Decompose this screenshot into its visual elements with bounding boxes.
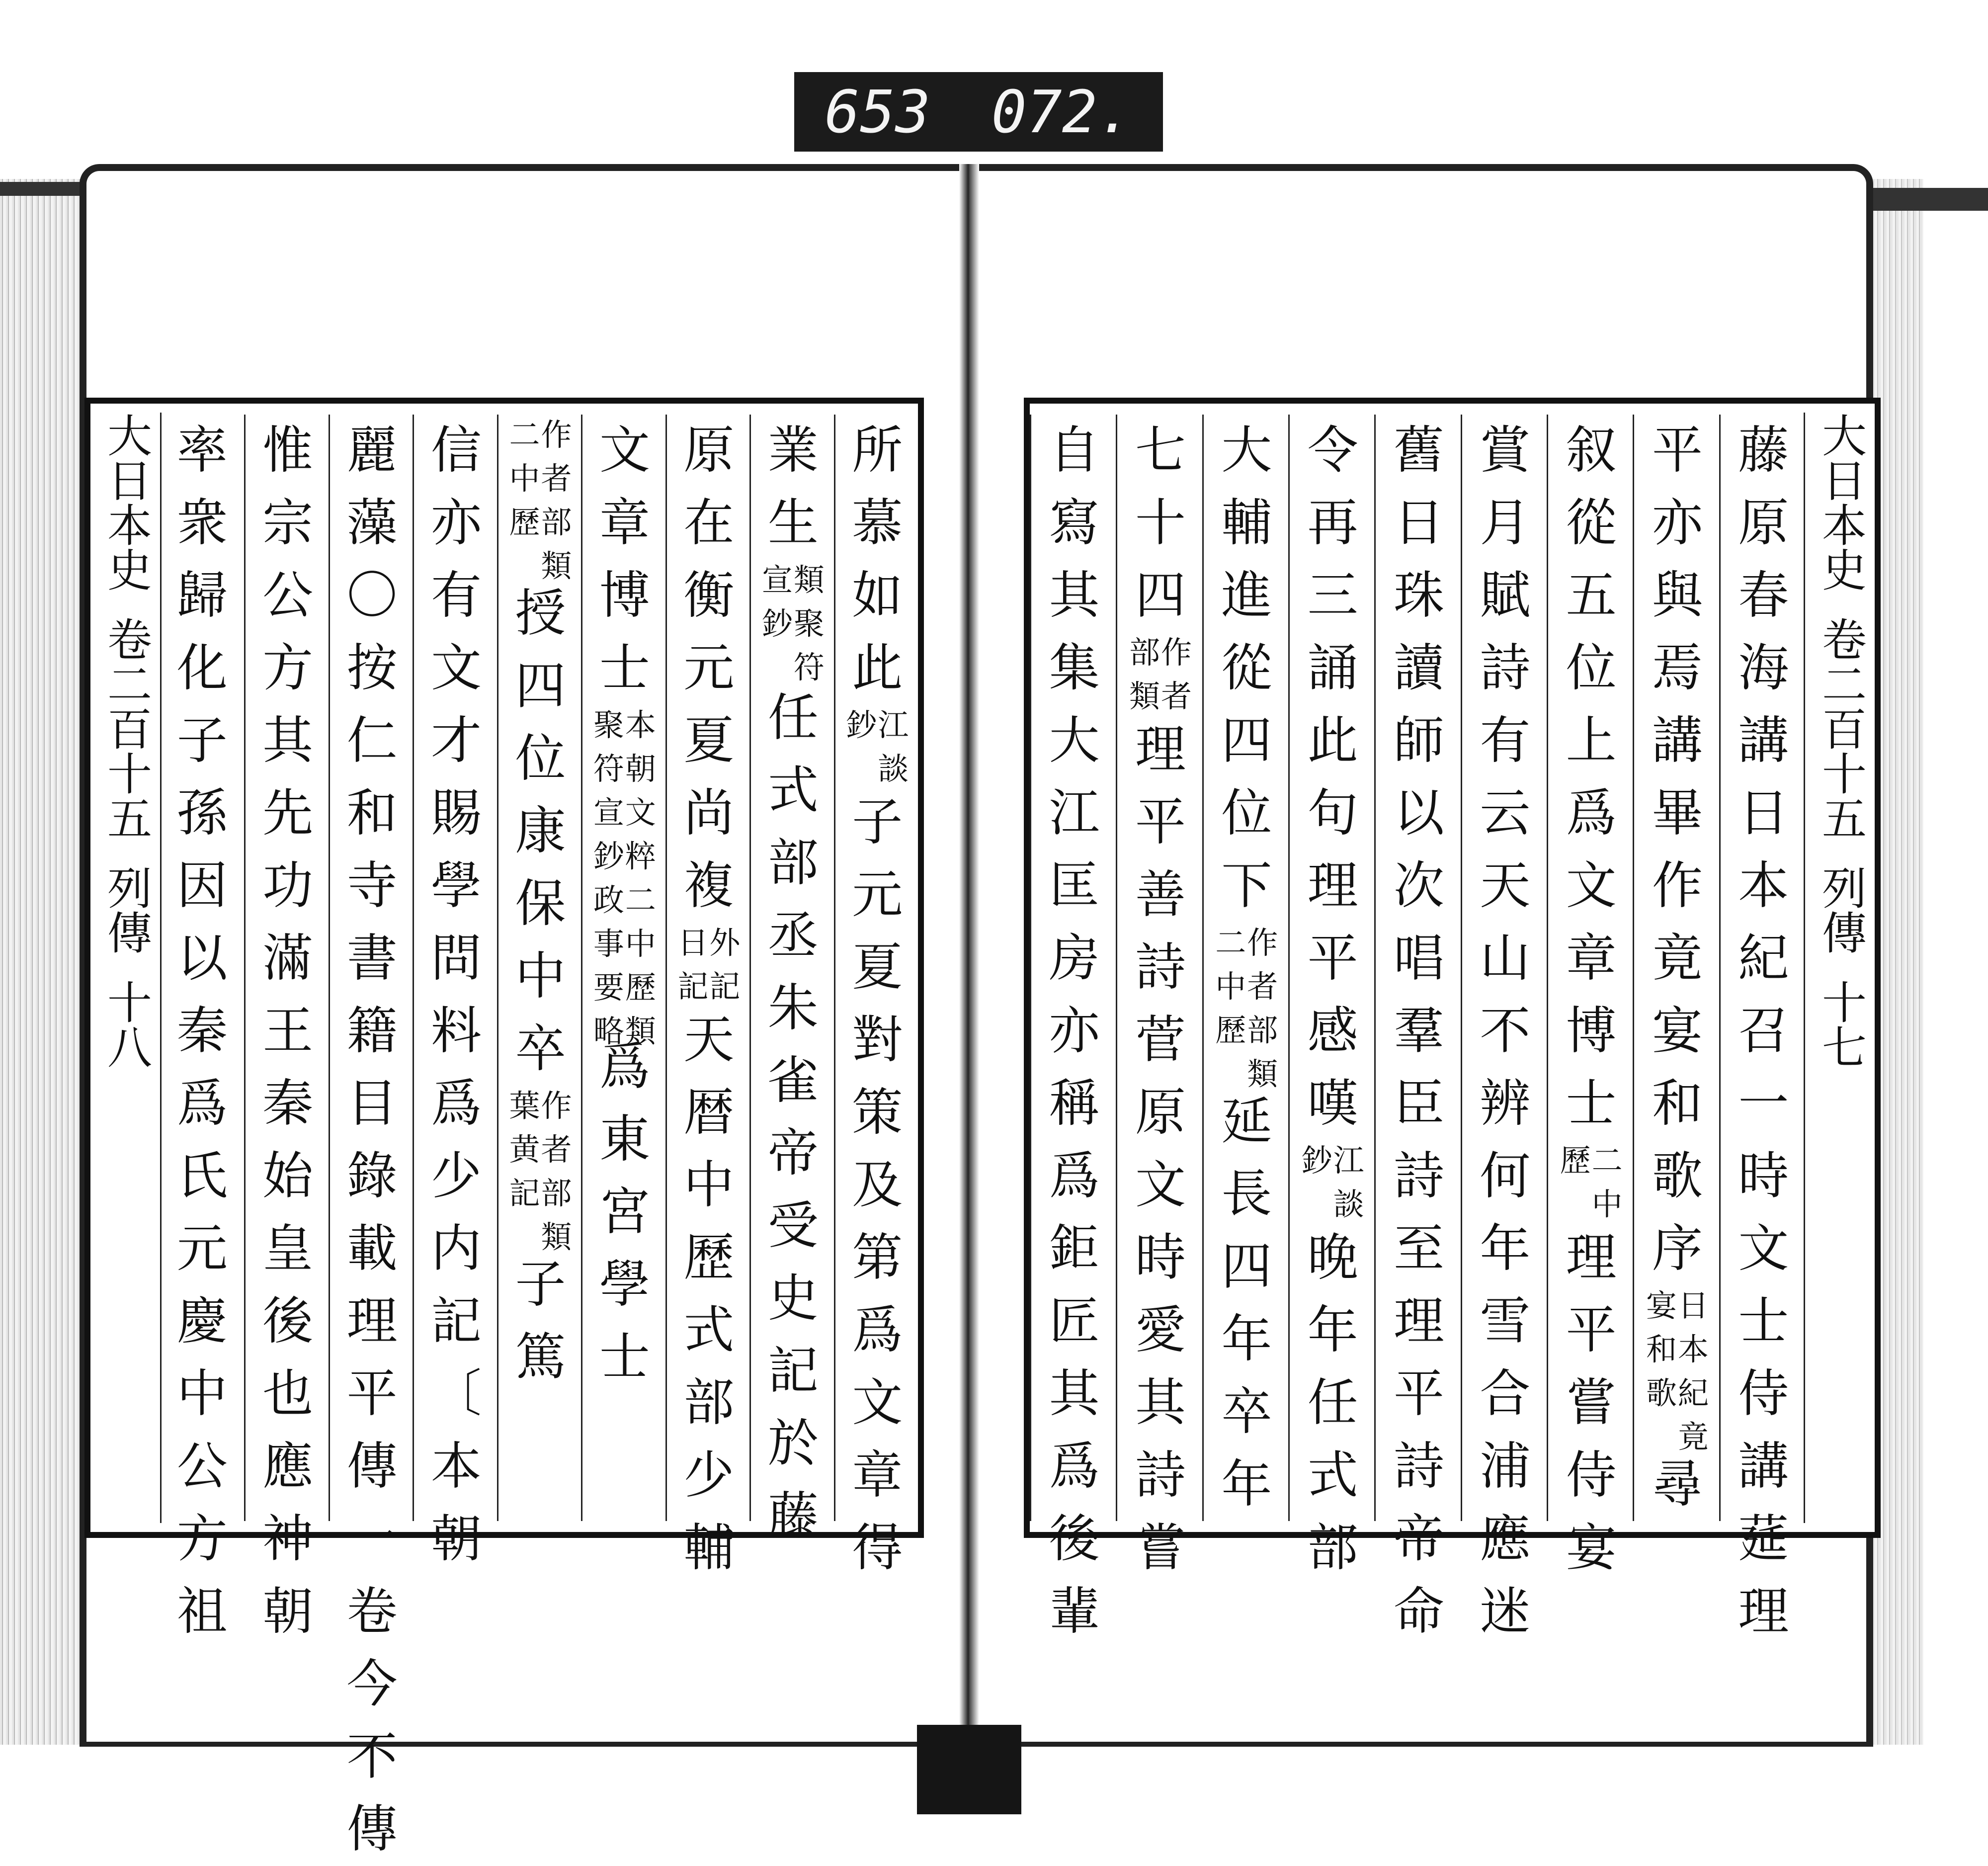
left-text-frame: [84, 398, 924, 1859]
interlinear-note: 日 宴 本 和 紀 歌 竟: [1646, 1287, 1709, 1455]
margin-page-number: 十八: [99, 979, 152, 1069]
right-text-frame: [1024, 398, 1881, 1641]
margin-page-number: 十七: [1814, 979, 1866, 1069]
margin-title: 大日本史: [99, 413, 152, 592]
text-column: 惟 宗 公 方 其 先 功 滿 王 秦 始 皇 後 也 應 神 朝: [244, 415, 330, 1521]
page-margin-heading: [90, 413, 162, 1523]
text-column: 大 輔 進 從 四 位 下 作 二 者 中 部 歷 類 延 長 四 年 卒 年: [1202, 415, 1290, 1521]
text-column: 自 寫 其 集 大 江 匡 房 亦 稱 爲 鉅 匠 其 爲 後 輩: [1030, 415, 1117, 1521]
page-edge-left: [0, 179, 84, 1745]
margin-volume: 卷二百十五: [1814, 616, 1866, 840]
margin-volume: 卷二百十五: [99, 616, 152, 840]
text-column: 叙 從 五 位 上 爲 文 章 博 士 二 歷 中 理 平 嘗 侍 宴: [1547, 415, 1634, 1521]
text-column: 七 十 四 作 部 者 類 理 平 善 詩 菅 原 文 時 愛 其 詩 嘗: [1116, 415, 1203, 1521]
interlinear-note: 本 聚 朝 符 文 宣 粹 鈔 二 政 中 事 歷 要 類 略: [593, 707, 656, 1049]
text-column: 藤 原 春 海 講 日 本 紀 召 一 時 文 士 侍 講 莚 理: [1719, 415, 1807, 1521]
text-column: 麗 藻 〇 按 仁 和 寺 書 籍 目 錄 載 理 平 傳 一 卷 今 不 傳: [329, 415, 414, 1521]
text-column: 作 二 者 中 部 歷 類 授 四 位 康 保 中 卒 作 葉 者 黄 部 記 類 子 篤: [497, 415, 582, 1521]
interlinear-note: 作 二 者 中 部 歷 類: [1215, 925, 1278, 1092]
interlinear-note: 外 日 記 記: [677, 925, 741, 1005]
interlinear-note: 二 歷 中: [1560, 1142, 1623, 1222]
reel-number: 653: [825, 78, 931, 146]
text-column: 所 慕 如 此 江 鈔 談 子 元 夏 對 策 及 第 爲 文 章 得: [834, 415, 919, 1521]
film-frame-label: [794, 72, 1163, 152]
text-column: 賞 月 賦 詩 有 云 天 山 不 辨 何 年 雪 合 浦 應 迷: [1461, 415, 1548, 1521]
frame-number: 072.: [991, 78, 1133, 146]
margin-section: 列傳: [99, 865, 152, 954]
interlinear-note: 作 葉 者 黄 部 記 類: [509, 1088, 572, 1255]
page-margin-heading: [1804, 413, 1875, 1523]
interlinear-note: 類 宣 聚 鈔 符: [761, 562, 825, 685]
margin-title: 大日本史: [1814, 413, 1866, 592]
text-column: 原 在 衡 元 夏 尚 複 外 日 記 記 天 暦 中 歷 式 部 少 輔: [665, 415, 751, 1521]
text-column: 令 再 三 誦 此 句 理 平 感 嘆 江 鈔 談 晚 年 任 式 部: [1288, 415, 1376, 1521]
interlinear-note: 江 鈔 談: [846, 707, 909, 787]
text-column: 信 亦 有 文 才 賜 學 問 料 爲 少 内 記 〔 本 朝: [413, 415, 498, 1521]
margin-section: 列傳: [1814, 865, 1866, 954]
spine-foot: [917, 1725, 1021, 1814]
book-spine: [959, 164, 979, 1755]
text-column: 舊 日 珠 讀 師 以 次 唱 羣 臣 詩 至 理 平 詩 帝 命: [1374, 415, 1462, 1521]
text-column: 文 章 博 士 本 聚 朝 符 文 宣 粹 鈔 二 政 中 事 歷 要 類 略 爲 東 宮 學 士: [581, 415, 666, 1521]
interlinear-note: 江 鈔 談: [1301, 1142, 1364, 1222]
text-column: 業 生 類 宣 聚 鈔 符 任 式 部 丞 朱 雀 帝 受 史 記 於 藤: [749, 415, 835, 1521]
text-column: 平 亦 與 焉 講 畢 作 竟 宴 和 歌 序 日 宴 本 和 紀 歌 竟 尋: [1633, 415, 1720, 1521]
text-column: 率 衆 歸 化 子 孫 因 以 秦 爲 氏 元 慶 中 公 方 祖: [176, 421, 228, 1641]
interlinear-note: 作 部 者 類: [1129, 634, 1192, 714]
interlinear-note: 作 二 者 中 部 歷 類: [509, 417, 572, 584]
